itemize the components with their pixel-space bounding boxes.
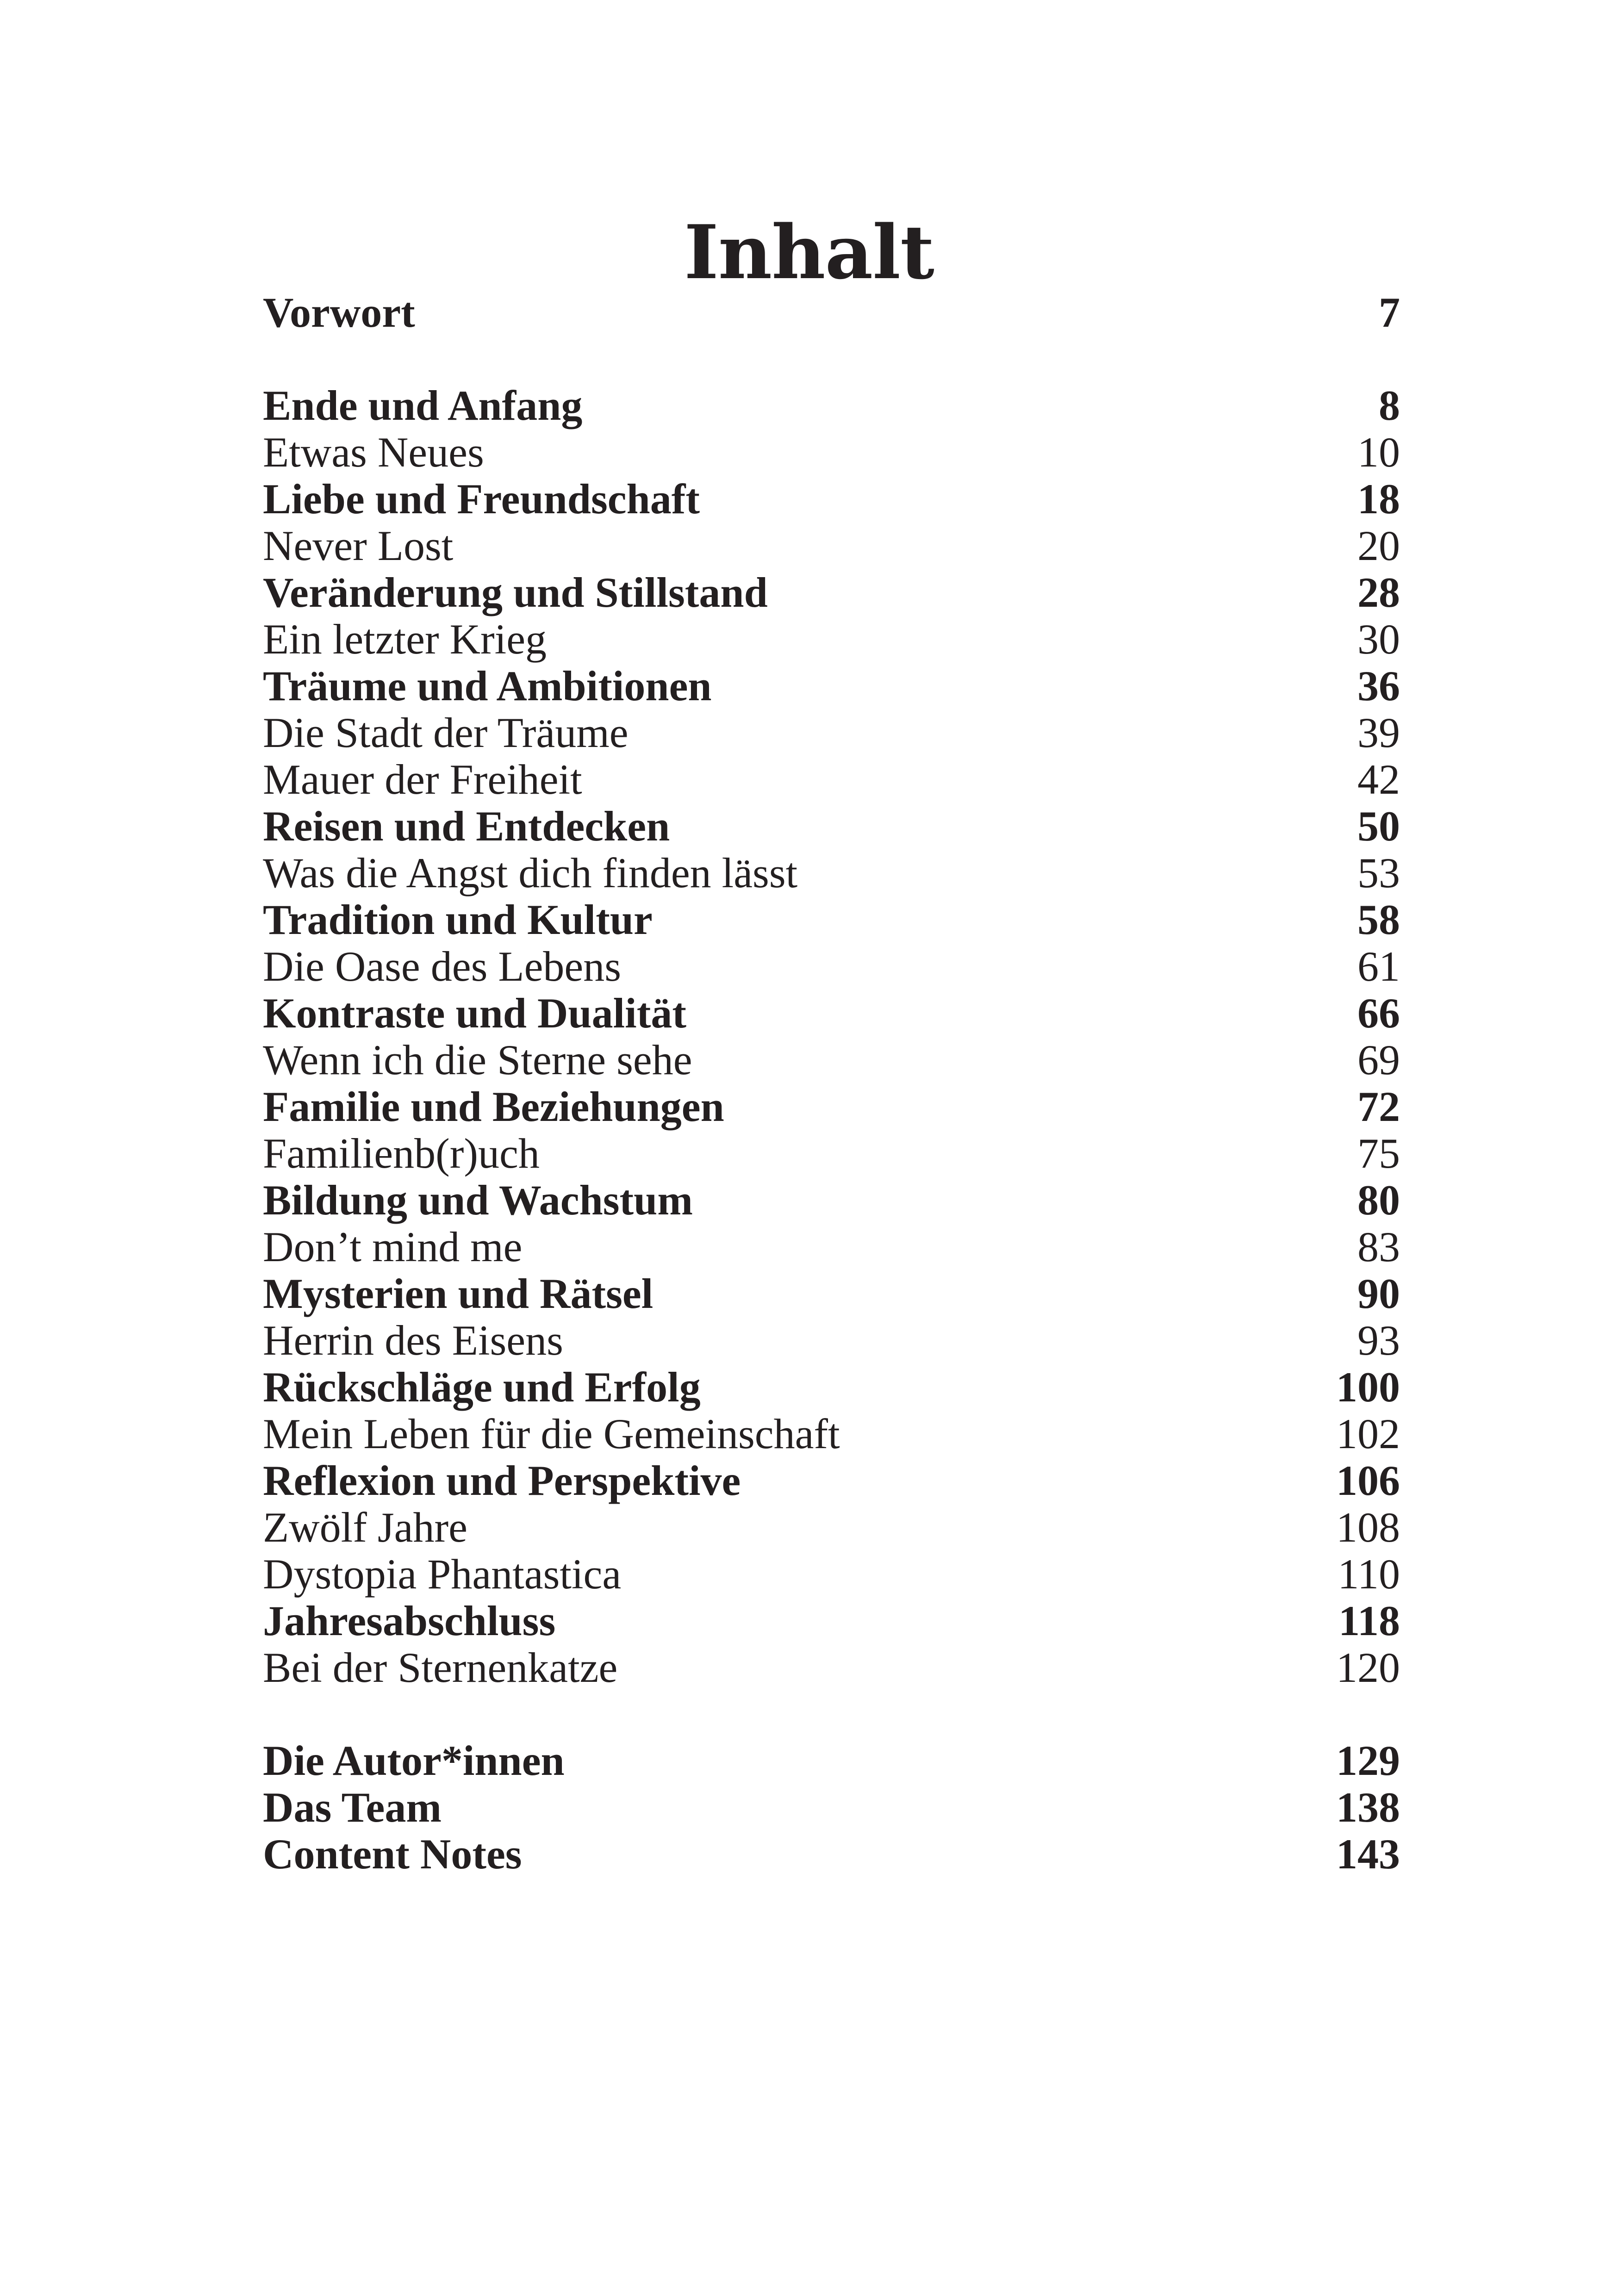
toc-entry-page: 39	[1357, 709, 1400, 756]
toc-entry-page: 102	[1336, 1410, 1400, 1457]
toc-entry[interactable]	[263, 943, 1400, 990]
toc-entry-page: 75	[1357, 1130, 1400, 1177]
toc-entry[interactable]	[263, 1457, 1400, 1504]
toc-entry-page: 120	[1336, 1644, 1400, 1691]
toc-entry[interactable]	[263, 1598, 1400, 1644]
toc-entry-page: 72	[1357, 1083, 1400, 1130]
toc-entry-label: Familienb(r)uch	[263, 1130, 540, 1177]
toc-entry[interactable]	[263, 1504, 1400, 1551]
toc-entry-page: 83	[1357, 1223, 1400, 1270]
toc-entry[interactable]	[263, 1083, 1400, 1130]
toc-entry-page: 129	[1336, 1737, 1400, 1784]
toc-entry-page: 28	[1357, 569, 1400, 616]
toc-entry-label: Was die Angst dich finden lässt	[263, 849, 798, 896]
toc-entry-label: Kontraste und Dualität	[263, 989, 686, 1037]
toc-entry-label: Die Stadt der Träume	[263, 709, 629, 756]
toc-entry-page: 118	[1338, 1597, 1400, 1644]
toc-entry-page: 93	[1357, 1317, 1400, 1364]
toc-entry-page: 36	[1357, 662, 1400, 709]
toc-entry-label: Reisen und Entdecken	[263, 803, 670, 850]
toc-entry[interactable]	[263, 663, 1400, 709]
toc-entry-label: Rückschläge und Erfolg	[263, 1363, 701, 1411]
toc-entry-label: Zwölf Jahre	[263, 1504, 467, 1551]
toc-entry[interactable]	[263, 990, 1400, 1037]
toc-entry[interactable]	[263, 1317, 1400, 1364]
toc-entry-page: 143	[1336, 1830, 1400, 1878]
toc-entry-label: Don’t mind me	[263, 1223, 523, 1270]
toc-entry-label: Träume und Ambitionen	[263, 662, 712, 709]
toc-entry-page: 80	[1357, 1176, 1400, 1224]
toc-entry-label: Content Notes	[263, 1830, 522, 1878]
toc-entry-page: 69	[1357, 1036, 1400, 1083]
toc-entry[interactable]	[263, 429, 1400, 476]
table-of-contents	[263, 289, 1400, 1878]
toc-entry-page: 8	[1379, 382, 1400, 429]
toc-entry[interactable]	[263, 756, 1400, 803]
toc-entry-label: Vorwort	[263, 289, 415, 336]
toc-entry-page: 58	[1357, 896, 1400, 943]
toc-entry[interactable]	[263, 1224, 1400, 1270]
toc-entry-page: 10	[1357, 429, 1400, 476]
toc-entry[interactable]	[263, 1270, 1400, 1317]
toc-entry[interactable]	[263, 289, 1400, 336]
toc-entry-page: 110	[1338, 1550, 1400, 1598]
toc-entry-page: 20	[1357, 522, 1400, 569]
toc-entry-label: Mein Leben für die Gemeinschaft	[263, 1410, 840, 1457]
toc-entry[interactable]	[263, 1177, 1400, 1224]
toc-entry-page: 138	[1336, 1784, 1400, 1831]
toc-entry[interactable]	[263, 569, 1400, 616]
toc-entry-page: 53	[1357, 849, 1400, 896]
toc-entry[interactable]	[263, 850, 1400, 896]
toc-entry[interactable]	[263, 616, 1400, 663]
toc-entry-label: Ein letzter Krieg	[263, 616, 547, 663]
toc-entry[interactable]	[263, 803, 1400, 850]
toc-entry-page: 18	[1357, 475, 1400, 523]
toc-entry-label: Mauer der Freiheit	[263, 756, 582, 803]
toc-entry-label: Die Autor*innen	[263, 1737, 565, 1784]
toc-entry[interactable]	[263, 896, 1400, 943]
toc-entry-label: Mysterien und Rätsel	[263, 1270, 653, 1317]
toc-entry-label: Jahresabschluss	[263, 1597, 556, 1644]
toc-entry-label: Bei der Sternenkatze	[263, 1644, 618, 1691]
toc-entry-page: 7	[1379, 289, 1400, 336]
toc-entry[interactable]	[263, 382, 1400, 429]
toc-entry-page: 61	[1357, 943, 1400, 990]
toc-entry-page: 100	[1336, 1363, 1400, 1411]
toc-entry[interactable]	[263, 1364, 1400, 1411]
toc-entry-label: Dystopia Phantastica	[263, 1550, 622, 1598]
toc-entry[interactable]	[263, 1737, 1400, 1784]
toc-entry-page: 90	[1357, 1270, 1400, 1317]
toc-entry-page: 42	[1357, 756, 1400, 803]
toc-entry-label: Liebe und Freundschaft	[263, 475, 700, 523]
toc-entry-label: Bildung und Wachstum	[263, 1176, 693, 1224]
toc-entry-label: Die Oase des Lebens	[263, 943, 622, 990]
toc-entry-label: Reflexion und Perspektive	[263, 1457, 741, 1504]
toc-entry-label: Familie und Beziehungen	[263, 1083, 724, 1130]
toc-entry-label: Ende und Anfang	[263, 382, 583, 429]
toc-entry-label: Tradition und Kultur	[263, 896, 653, 943]
toc-entry[interactable]	[263, 709, 1400, 756]
toc-entry-page: 108	[1336, 1504, 1400, 1551]
toc-entry[interactable]	[263, 1784, 1400, 1831]
toc-entry-label: Veränderung und Stillstand	[263, 569, 768, 616]
toc-entry[interactable]	[263, 1037, 1400, 1083]
toc-entry[interactable]	[263, 1831, 1400, 1878]
toc-entry-label: Das Team	[263, 1784, 442, 1831]
toc-entry[interactable]	[263, 1551, 1400, 1598]
toc-entry-page: 66	[1357, 989, 1400, 1037]
toc-entry-page: 30	[1357, 616, 1400, 663]
toc-entry-label: Etwas Neues	[263, 429, 484, 476]
toc-entry[interactable]	[263, 476, 1400, 523]
toc-entry[interactable]	[263, 523, 1400, 569]
toc-entry-page: 50	[1357, 803, 1400, 850]
toc-entry[interactable]	[263, 1411, 1400, 1457]
toc-entry-label: Herrin des Eisens	[263, 1317, 563, 1364]
toc-entry-label: Wenn ich die Sterne sehe	[263, 1036, 692, 1083]
page-title: Inhalt	[684, 209, 934, 296]
toc-entry[interactable]	[263, 1130, 1400, 1177]
toc-entry-page: 106	[1336, 1457, 1400, 1504]
toc-entry-label: Never Lost	[263, 522, 454, 569]
toc-entry[interactable]	[263, 1644, 1400, 1691]
